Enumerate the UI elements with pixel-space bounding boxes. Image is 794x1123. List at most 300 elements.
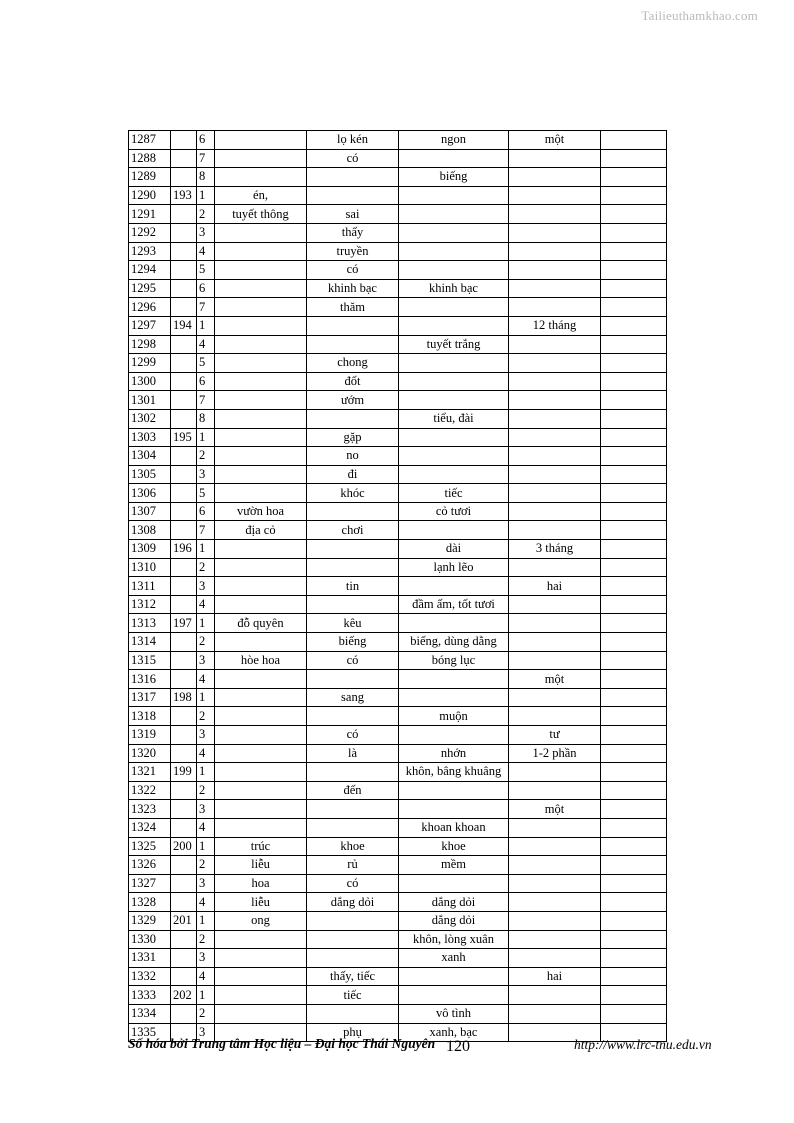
- table-cell-col4: [215, 223, 307, 242]
- table-cell-col4: [215, 242, 307, 261]
- table-cell-col5: thấy, tiếc: [307, 967, 399, 986]
- table-cell-col5: khóc: [307, 484, 399, 503]
- table-row: [129, 874, 667, 893]
- table-cell-col7: [509, 707, 601, 726]
- table-cell-id: 1291: [129, 205, 171, 224]
- table-cell-num: 1: [197, 614, 215, 633]
- table-cell-col8: [601, 893, 667, 912]
- page-number: 120: [446, 1038, 470, 1055]
- table-cell-id: 1295: [129, 279, 171, 298]
- table-cell-id: 1307: [129, 502, 171, 521]
- table-cell-id: 1323: [129, 800, 171, 819]
- table-cell-id: 1321: [129, 763, 171, 782]
- table-cell-id: 1326: [129, 856, 171, 875]
- table-cell-col5: tin: [307, 577, 399, 596]
- table-cell-col5: sang: [307, 688, 399, 707]
- table-cell-col4: [215, 744, 307, 763]
- table-cell-col6: [399, 614, 509, 633]
- table-cell-group: [171, 558, 197, 577]
- table-cell-col7: một: [509, 670, 601, 689]
- table-cell-col8: [601, 465, 667, 484]
- table-row: [129, 558, 667, 577]
- table-cell-col8: [601, 763, 667, 782]
- table-row: [129, 391, 667, 410]
- table-cell-col8: [601, 242, 667, 261]
- table-cell-num: 3: [197, 726, 215, 745]
- table-row: [129, 279, 667, 298]
- table-cell-col5: khoe: [307, 837, 399, 856]
- table-cell-id: 1301: [129, 391, 171, 410]
- table-cell-col6: [399, 298, 509, 317]
- table-cell-col4: [215, 726, 307, 745]
- table-row: [129, 372, 667, 391]
- table-cell-col8: [601, 279, 667, 298]
- table-cell-id: 1308: [129, 521, 171, 540]
- table-cell-col6: vô tình: [399, 1004, 509, 1023]
- table-cell-col7: tư: [509, 726, 601, 745]
- table-cell-num: 4: [197, 335, 215, 354]
- table-row: [129, 577, 667, 596]
- table-cell-group: [171, 409, 197, 428]
- table-cell-col5: chơi: [307, 521, 399, 540]
- table-cell-col8: [601, 651, 667, 670]
- table-cell-col8: [601, 223, 667, 242]
- table-row: [129, 595, 667, 614]
- table-cell-col8: [601, 149, 667, 168]
- table-cell-group: [171, 205, 197, 224]
- table-cell-col4: [215, 391, 307, 410]
- table-row: [129, 131, 667, 150]
- table-cell-num: 2: [197, 707, 215, 726]
- table-cell-col4: ong: [215, 911, 307, 930]
- table-cell-id: 1318: [129, 707, 171, 726]
- table-cell-id: 1309: [129, 540, 171, 559]
- table-cell-group: [171, 1004, 197, 1023]
- table-cell-col5: tiếc: [307, 986, 399, 1005]
- table-cell-id: 1324: [129, 818, 171, 837]
- table-cell-col4: hoa: [215, 874, 307, 893]
- table-cell-group: [171, 131, 197, 150]
- table-cell-col7: [509, 558, 601, 577]
- table-cell-col7: [509, 856, 601, 875]
- table-cell-col4: [215, 818, 307, 837]
- table-row: [129, 856, 667, 875]
- table-cell-col8: [601, 1004, 667, 1023]
- table-cell-col7: [509, 428, 601, 447]
- table-cell-num: 2: [197, 781, 215, 800]
- table-cell-col5: đến: [307, 781, 399, 800]
- table-cell-num: 2: [197, 447, 215, 466]
- table-cell-num: 2: [197, 930, 215, 949]
- table-cell-col6: [399, 874, 509, 893]
- table-cell-col8: [601, 261, 667, 280]
- table-cell-num: 1: [197, 540, 215, 559]
- table-row: [129, 837, 667, 856]
- table-cell-num: 6: [197, 131, 215, 150]
- table-cell-col7: [509, 986, 601, 1005]
- table-cell-col7: [509, 447, 601, 466]
- table-row: [129, 949, 667, 968]
- table-cell-col6: dắng dỏi: [399, 893, 509, 912]
- table-cell-col7: [509, 763, 601, 782]
- table-cell-col5: rủ: [307, 856, 399, 875]
- table-cell-col8: [601, 856, 667, 875]
- table-cell-id: 1300: [129, 372, 171, 391]
- table-cell-col7: [509, 949, 601, 968]
- table-cell-col8: [601, 874, 667, 893]
- table-cell-col8: [601, 930, 667, 949]
- table-cell-col6: mềm: [399, 856, 509, 875]
- table-cell-group: 193: [171, 186, 197, 205]
- table-cell-col4: [215, 688, 307, 707]
- table-cell-group: [171, 707, 197, 726]
- table-cell-col8: [601, 800, 667, 819]
- table-cell-col5: [307, 316, 399, 335]
- table-cell-id: 1312: [129, 595, 171, 614]
- table-cell-col8: [601, 540, 667, 559]
- table-cell-col5: [307, 595, 399, 614]
- table-cell-group: [171, 967, 197, 986]
- table-cell-col4: liễu: [215, 856, 307, 875]
- table-cell-col8: [601, 967, 667, 986]
- table-row: [129, 633, 667, 652]
- table-cell-col5: có: [307, 874, 399, 893]
- table-row: [129, 911, 667, 930]
- table-cell-col7: [509, 372, 601, 391]
- table-cell-id: 1335: [129, 1023, 171, 1042]
- table-cell-col4: đỗ quyên: [215, 614, 307, 633]
- table-cell-col7: [509, 595, 601, 614]
- table-cell-id: 1325: [129, 837, 171, 856]
- table-cell-col6: khôn, bâng khuâng: [399, 763, 509, 782]
- table-row: [129, 223, 667, 242]
- table-cell-col8: [601, 186, 667, 205]
- table-cell-col7: [509, 1004, 601, 1023]
- table-cell-col5: khinh bạc: [307, 279, 399, 298]
- table-cell-col4: [215, 484, 307, 503]
- table-cell-num: 1: [197, 428, 215, 447]
- table-cell-col7: [509, 633, 601, 652]
- table-row: [129, 186, 667, 205]
- table-row: [129, 726, 667, 745]
- table-cell-col7: 12 tháng: [509, 316, 601, 335]
- table-cell-col4: [215, 279, 307, 298]
- table-cell-group: [171, 893, 197, 912]
- table-cell-col8: [601, 633, 667, 652]
- table-cell-num: 1: [197, 316, 215, 335]
- table-cell-col4: [215, 930, 307, 949]
- table-cell-col8: [601, 354, 667, 373]
- table-cell-col7: [509, 409, 601, 428]
- table-cell-group: [171, 800, 197, 819]
- table-cell-col7: 3 tháng: [509, 540, 601, 559]
- table-cell-num: 1: [197, 986, 215, 1005]
- table-cell-col5: [307, 409, 399, 428]
- table-cell-id: 1314: [129, 633, 171, 652]
- table-cell-col8: [601, 744, 667, 763]
- table-cell-id: 1297: [129, 316, 171, 335]
- table-cell-num: 3: [197, 465, 215, 484]
- table-cell-col6: khôn, lòng xuân: [399, 930, 509, 949]
- table-cell-col5: [307, 335, 399, 354]
- table-cell-col4: [215, 261, 307, 280]
- table-cell-col5: [307, 930, 399, 949]
- table-cell-col4: [215, 540, 307, 559]
- table-cell-col5: [307, 168, 399, 187]
- table-cell-col7: [509, 818, 601, 837]
- table-cell-col6: ngon: [399, 131, 509, 150]
- table-cell-num: 3: [197, 577, 215, 596]
- table-cell-col6: [399, 447, 509, 466]
- table-cell-group: 200: [171, 837, 197, 856]
- table-cell-col6: [399, 670, 509, 689]
- table-cell-num: 4: [197, 893, 215, 912]
- table-cell-col5: [307, 707, 399, 726]
- table-cell-group: 197: [171, 614, 197, 633]
- table-cell-col5: [307, 949, 399, 968]
- table-cell-col7: [509, 149, 601, 168]
- table-cell-col5: phụ: [307, 1023, 399, 1042]
- table-cell-group: [171, 465, 197, 484]
- page-footer: [0, 1036, 794, 1066]
- table-cell-col7: [509, 651, 601, 670]
- table-cell-col4: én,: [215, 186, 307, 205]
- table-cell-col8: [601, 688, 667, 707]
- table-cell-group: [171, 298, 197, 317]
- table-cell-col7: hai: [509, 967, 601, 986]
- table-cell-col5: lọ kén: [307, 131, 399, 150]
- table-row: [129, 763, 667, 782]
- table-cell-group: 198: [171, 688, 197, 707]
- table-cell-col8: [601, 986, 667, 1005]
- table-row: [129, 688, 667, 707]
- table-cell-num: 6: [197, 502, 215, 521]
- table-cell-col7: một: [509, 800, 601, 819]
- table-cell-group: [171, 856, 197, 875]
- table-cell-col6: biếng: [399, 168, 509, 187]
- table-cell-num: 3: [197, 949, 215, 968]
- table-row: [129, 540, 667, 559]
- table-cell-group: [171, 372, 197, 391]
- table-cell-group: [171, 949, 197, 968]
- table-row: [129, 614, 667, 633]
- table-cell-id: 1303: [129, 428, 171, 447]
- table-cell-col5: [307, 540, 399, 559]
- table-row: [129, 670, 667, 689]
- table-cell-col7: [509, 502, 601, 521]
- table-cell-col8: [601, 168, 667, 187]
- table-cell-col4: [215, 149, 307, 168]
- table-cell-group: [171, 223, 197, 242]
- table-cell-num: 4: [197, 242, 215, 261]
- table-cell-col7: [509, 893, 601, 912]
- table-row: [129, 818, 667, 837]
- watermark-text: Tailieuthamkhao.com: [641, 8, 758, 23]
- table-cell-num: 1: [197, 911, 215, 930]
- table-cell-id: 1293: [129, 242, 171, 261]
- table-cell-col8: [601, 837, 667, 856]
- table-cell-group: 201: [171, 911, 197, 930]
- table-row: [129, 298, 667, 317]
- table-cell-col6: khoan khoan: [399, 818, 509, 837]
- table-cell-num: 7: [197, 391, 215, 410]
- table-cell-col8: [601, 818, 667, 837]
- table-cell-col6: [399, 800, 509, 819]
- table-cell-col4: [215, 465, 307, 484]
- table-cell-id: 1330: [129, 930, 171, 949]
- table-cell-col8: [601, 670, 667, 689]
- table-cell-col8: [601, 595, 667, 614]
- table-row: [129, 484, 667, 503]
- table-cell-col5: kêu: [307, 614, 399, 633]
- table-cell-group: [171, 633, 197, 652]
- table-cell-col8: [601, 335, 667, 354]
- table-cell-group: [171, 149, 197, 168]
- table-cell-num: 1: [197, 688, 215, 707]
- table-cell-col6: [399, 465, 509, 484]
- table-cell-col5: gặp: [307, 428, 399, 447]
- table-cell-num: 1: [197, 763, 215, 782]
- table-cell-group: [171, 930, 197, 949]
- table-cell-col8: [601, 428, 667, 447]
- table-cell-group: [171, 670, 197, 689]
- table-cell-col6: [399, 781, 509, 800]
- table-cell-col4: [215, 967, 307, 986]
- table-cell-col8: [601, 391, 667, 410]
- table-cell-id: 1292: [129, 223, 171, 242]
- table-cell-col6: dài: [399, 540, 509, 559]
- table-cell-col7: [509, 335, 601, 354]
- table-cell-id: 1333: [129, 986, 171, 1005]
- table-cell-col6: xanh, bạc: [399, 1023, 509, 1042]
- table-cell-col6: [399, 521, 509, 540]
- table-cell-col7: một: [509, 131, 601, 150]
- table-cell-group: [171, 242, 197, 261]
- table-row: [129, 893, 667, 912]
- table-cell-num: 4: [197, 818, 215, 837]
- table-cell-group: [171, 818, 197, 837]
- table-cell-col6: [399, 186, 509, 205]
- table-row: [129, 502, 667, 521]
- table-cell-col4: [215, 781, 307, 800]
- table-cell-col7: [509, 521, 601, 540]
- table-row: [129, 335, 667, 354]
- table-cell-col8: [601, 316, 667, 335]
- table-cell-id: 1316: [129, 670, 171, 689]
- table-cell-group: [171, 168, 197, 187]
- table-cell-num: 7: [197, 521, 215, 540]
- table-cell-col5: sai: [307, 205, 399, 224]
- table-cell-col6: biếng, dùng dằng: [399, 633, 509, 652]
- table-cell-group: [171, 279, 197, 298]
- table-cell-id: 1334: [129, 1004, 171, 1023]
- table-cell-id: 1298: [129, 335, 171, 354]
- table-cell-col5: thấy: [307, 223, 399, 242]
- table-cell-id: 1319: [129, 726, 171, 745]
- table-cell-col4: [215, 447, 307, 466]
- table-cell-num: 4: [197, 744, 215, 763]
- table-cell-col7: hai: [509, 577, 601, 596]
- table-cell-col5: thăm: [307, 298, 399, 317]
- table-cell-col4: [215, 670, 307, 689]
- table-cell-group: [171, 447, 197, 466]
- table-cell-col6: [399, 577, 509, 596]
- table-cell-col7: [509, 688, 601, 707]
- table-row: [129, 409, 667, 428]
- table-cell-col4: [215, 372, 307, 391]
- table-cell-num: 4: [197, 595, 215, 614]
- table-cell-id: 1296: [129, 298, 171, 317]
- table-row: [129, 967, 667, 986]
- table-cell-col4: [215, 633, 307, 652]
- table-cell-col8: [601, 781, 667, 800]
- table-cell-col6: [399, 149, 509, 168]
- table-cell-col6: khoe: [399, 837, 509, 856]
- table-cell-group: [171, 781, 197, 800]
- table-cell-col4: [215, 298, 307, 317]
- table-cell-col4: tuyết thông: [215, 205, 307, 224]
- table-cell-col5: chong: [307, 354, 399, 373]
- table-cell-id: 1294: [129, 261, 171, 280]
- table-cell-id: 1322: [129, 781, 171, 800]
- table-row: [129, 707, 667, 726]
- table-row: [129, 447, 667, 466]
- table-row: [129, 428, 667, 447]
- table-cell-col7: [509, 205, 601, 224]
- table-cell-num: 3: [197, 1023, 215, 1042]
- footer-institution: Số hóa bởi Trung tâm Học liệu – Đại học Thái Nguyên: [128, 1036, 436, 1051]
- table-cell-col7: 1-2 phần: [509, 744, 601, 763]
- table-cell-col4: [215, 986, 307, 1005]
- table-cell-col6: [399, 261, 509, 280]
- table-cell-col5: [307, 502, 399, 521]
- table-row: [129, 465, 667, 484]
- table-cell-col6: muộn: [399, 707, 509, 726]
- table-cell-col7: [509, 242, 601, 261]
- table-cell-col8: [601, 614, 667, 633]
- table-cell-col8: [601, 521, 667, 540]
- table-row: [129, 986, 667, 1005]
- table-cell-num: 4: [197, 670, 215, 689]
- table-cell-col4: [215, 354, 307, 373]
- table-cell-col5: truyền: [307, 242, 399, 261]
- table-cell-col5: có: [307, 651, 399, 670]
- table-cell-col5: [307, 1004, 399, 1023]
- table-cell-col6: [399, 354, 509, 373]
- table-cell-id: 1302: [129, 409, 171, 428]
- table-row: [129, 354, 667, 373]
- table-cell-id: 1289: [129, 168, 171, 187]
- table-cell-col7: [509, 930, 601, 949]
- table-cell-num: 8: [197, 168, 215, 187]
- table-row: [129, 316, 667, 335]
- table-cell-id: 1315: [129, 651, 171, 670]
- table-cell-col5: [307, 818, 399, 837]
- table-cell-col6: tiếc: [399, 484, 509, 503]
- table-cell-col4: [215, 131, 307, 150]
- table-row: [129, 744, 667, 763]
- table-cell-num: 1: [197, 186, 215, 205]
- table-cell-col5: ướm: [307, 391, 399, 410]
- table-cell-col6: nhớn: [399, 744, 509, 763]
- table-row: [129, 781, 667, 800]
- table-cell-col4: trúc: [215, 837, 307, 856]
- table-cell-num: 2: [197, 558, 215, 577]
- table-cell-col7: [509, 874, 601, 893]
- table-cell-id: 1299: [129, 354, 171, 373]
- table-cell-id: 1306: [129, 484, 171, 503]
- table-cell-id: 1311: [129, 577, 171, 596]
